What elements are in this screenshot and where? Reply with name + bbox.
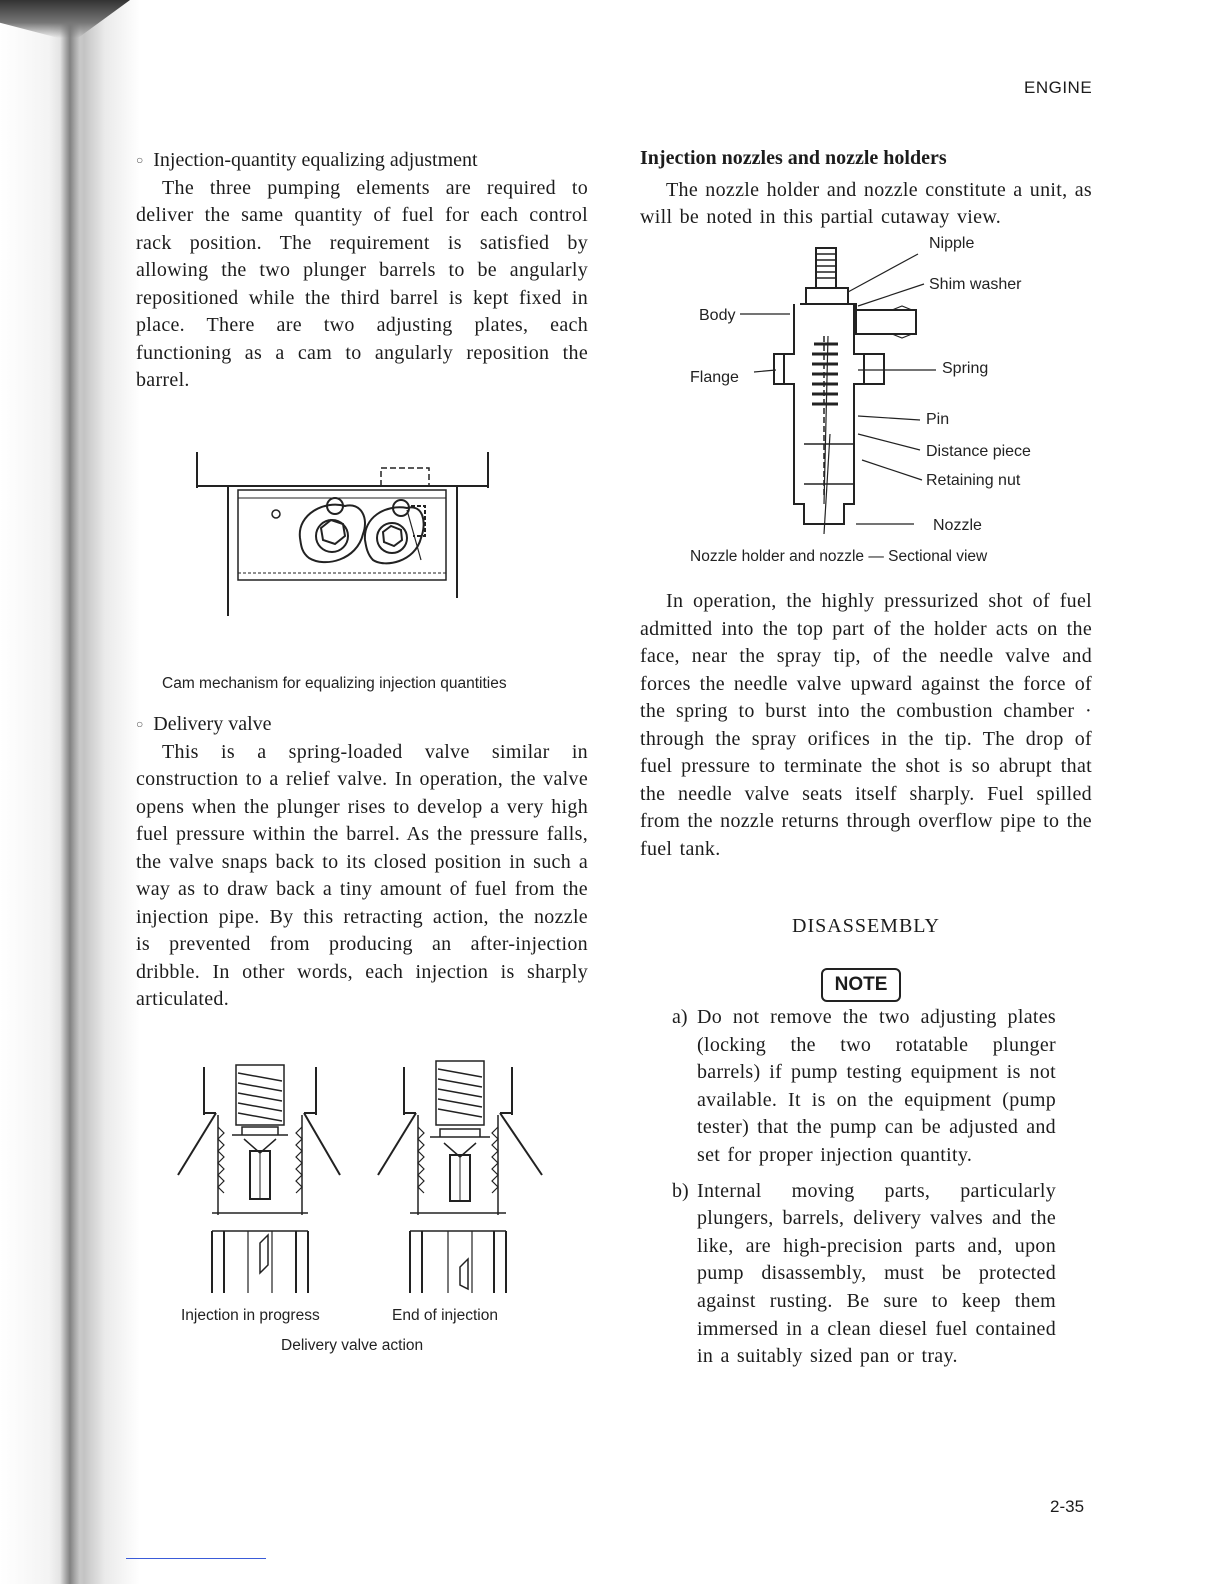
paragraph: This is a spring-loaded valve similar in construction to a relief valve. In operation, the valve opens when the plunger rises to develop a very high fuel pressure within the barrel. As the pressure falls, the valve snaps back to its closed position in such a way as to draw back a tiny amount of fuel from the injection pipe. By this retracting action, the nozzle is prevented from producing an after-injection dribble. In other words, each injection is sharply articulated. [136, 740, 588, 1010]
label-nipple: Nipple [929, 235, 975, 252]
nozzle-holder-figure [740, 244, 960, 544]
note-item [672, 1178, 1056, 1371]
section-injection-nozzles [640, 145, 1092, 232]
label-spring: Spring [942, 360, 989, 377]
section-heading: Delivery valve [153, 713, 272, 735]
note-badge: NOTE [821, 968, 901, 1002]
section-operation [640, 588, 1092, 863]
paragraph: The nozzle holder and nozzle constitute a unit, as will be noted in this partial cutaway view. [640, 178, 1092, 228]
valve-figure-caption: Delivery valve action [281, 1337, 424, 1354]
label-distance-piece: Distance piece [926, 443, 1031, 460]
valve-label-end: End of injection [392, 1307, 498, 1324]
label-nozzle: Nozzle [933, 517, 982, 534]
label-pin: Pin [926, 411, 950, 428]
page-number: 2-35 [1050, 1497, 1085, 1516]
section-injection-quantity [136, 147, 588, 395]
disassembly-heading: DISASSEMBLY [792, 915, 940, 937]
cam-figure-caption: Cam mechanism for equalizing injection quantities [162, 675, 507, 692]
note-text: Internal moving parts, particularly plungers, barrels, delivery valves and the like, are high-precision parts and, upon pump disassembly, must be protected against rusting. Be sure to keep them immersed in a clean diesel fuel contained in a suitably sized pan or tray. [697, 1179, 1056, 1368]
note-item [672, 1004, 1056, 1170]
bullet-icon: ○ [136, 717, 144, 731]
page-binding-fold [60, 0, 80, 1584]
section-heading: Injection nozzles and nozzle holders [640, 147, 947, 169]
delivery-valve-figure [172, 1055, 552, 1299]
section-delivery-valve [136, 711, 588, 1014]
valve-end-of-injection [378, 1061, 542, 1293]
valve-injection-in-progress [178, 1065, 340, 1293]
note-text: Do not remove the two adjusting plates (locking the two rotatable plunger barrels) if pump testing equipment is not available. It is on the equipment (pump tester) that the pump can be adjusted and set for proper injection quantity. [697, 1006, 1056, 1166]
cam-mechanism-figure [185, 448, 495, 618]
bullet-icon: ○ [136, 153, 144, 167]
label-body: Body [699, 307, 736, 324]
valve-label-in-progress: Injection in progress [181, 1307, 320, 1324]
label-flange: Flange [690, 369, 739, 386]
running-head: ENGINE [1024, 78, 1093, 97]
bottom-rule [126, 1558, 266, 1559]
section-heading: Injection-quantity equalizing adjustment [153, 149, 478, 171]
label-shim-washer: Shim washer [929, 276, 1022, 293]
paragraph: The three pumping elements are required to deliver the same quantity of fuel for each control rack position. The requirement is satisfied by allowing the two plunger barrels to be angularly repositioned while the third barrel is kept fixed in place. There are two adjusting plates, each functioning as a cam to angularly reposition the barrel. [136, 176, 588, 391]
note-marker: b) [672, 1179, 689, 1202]
nozzle-figure-caption: Nozzle holder and nozzle — Sectional view [690, 548, 988, 565]
note-marker: a) [672, 1006, 688, 1028]
paragraph: In operation, the highly pressurized shot of fuel admitted into the top part of the holder acts on the face, near the spray tip, of the needle valve and forces the needle valve upward against the force of the spring to burst into the combustion chamber · through the spray orifices in the tip. The drop of fuel pressure to terminate the shot is so abrupt that the needle valve seats itself sharply. Fuel spilled from the nozzle returns through overflow pipe to the fuel tank. [640, 590, 1092, 860]
label-retaining-nut: Retaining nut [926, 472, 1021, 489]
note-list [672, 1004, 1056, 1379]
